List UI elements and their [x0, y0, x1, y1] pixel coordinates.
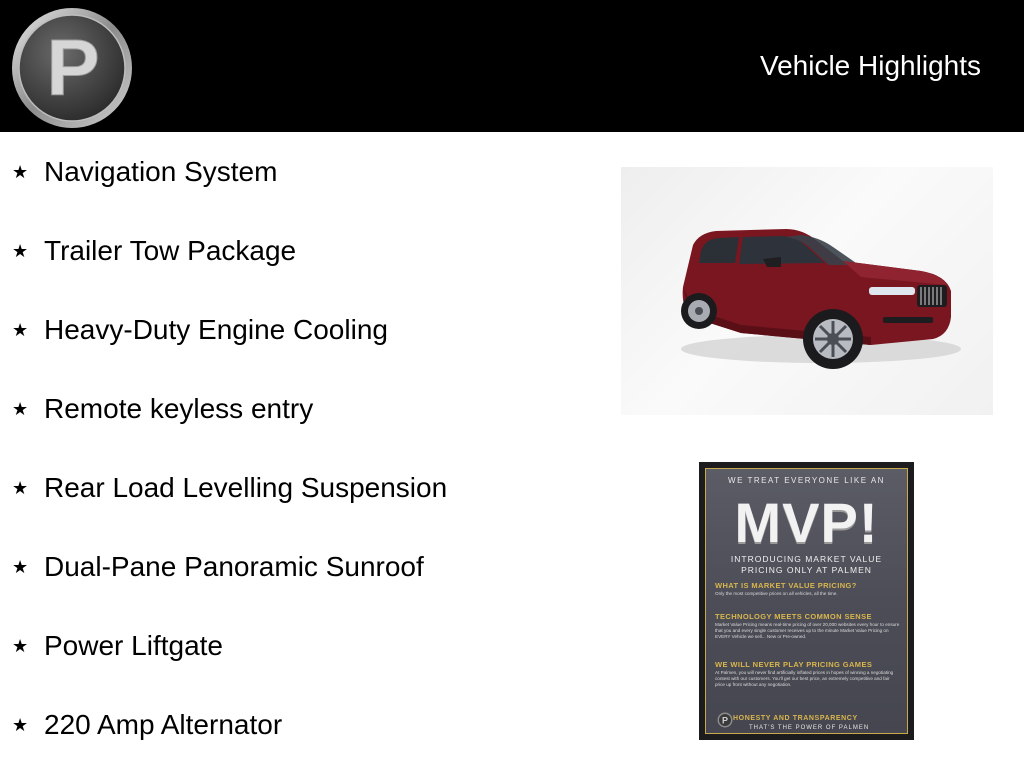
flyer-q3-heading: WE WILL NEVER PLAY PRICING GAMES	[715, 660, 873, 669]
list-item	[12, 389, 313, 429]
feature-label: Remote keyless entry	[44, 393, 314, 424]
palmen-mini-logo-icon	[717, 712, 733, 728]
flyer-q2-heading: TECHNOLOGY MEETS COMMON SENSE	[715, 612, 872, 621]
feature-label: Trailer Tow Package	[44, 235, 297, 266]
p-logo-icon	[10, 6, 134, 130]
logo-letter: P	[46, 23, 100, 112]
flyer-q1-heading: WHAT IS MARKET VALUE PRICING?	[715, 581, 857, 590]
feature-label: Navigation System	[44, 156, 278, 187]
feature-label: Heavy-Duty Engine Cooling	[44, 314, 388, 345]
mvp-flyer	[699, 462, 914, 740]
page-title: Vehicle Highlights	[759, 50, 981, 81]
list-item	[12, 626, 223, 666]
flyer-q3-body: At Palmen, you will never find artificially inflated prices in hopes of winning a negotiating contest with our customers. You'll get our best price, an extremely competitive and fair price up front without any negotiation.	[715, 670, 894, 687]
flyer-panel	[705, 468, 908, 734]
star-icon: ★	[12, 556, 29, 577]
feature-label: Dual-Pane Panoramic Sunroof	[44, 551, 424, 582]
flyer-footer-heading: HONESTY AND TRANSPARENCY	[733, 715, 858, 722]
flyer-intro-1: INTRODUCING MARKET VALUE	[730, 554, 883, 564]
star-icon: ★	[12, 240, 29, 261]
vehicle-photo	[621, 167, 993, 415]
list-item	[12, 231, 296, 271]
suv-illustration	[621, 167, 993, 415]
flyer-top-line: WE TREAT EVERYONE LIKE AN	[728, 476, 885, 485]
flyer-intro-2: PRICING ONLY AT PALMEN	[741, 565, 872, 575]
feature-label: 220 Amp Alternator	[44, 709, 283, 740]
star-icon: ★	[12, 319, 29, 340]
list-item	[12, 547, 424, 587]
star-icon: ★	[12, 477, 29, 498]
flyer-footer-tagline: THAT'S THE POWER OF PALMEN	[749, 725, 870, 731]
svg-text:P: P	[721, 715, 729, 726]
list-item	[12, 310, 388, 350]
flyer-q1-body: Only the most competitive prices on all vehicles, all the time.	[715, 591, 838, 596]
list-item	[12, 152, 277, 192]
header-bar	[0, 0, 1024, 132]
flyer-headline: MVP!	[734, 491, 879, 554]
list-item	[12, 468, 447, 508]
list-item	[12, 705, 282, 745]
star-icon: ★	[12, 161, 29, 182]
star-icon: ★	[12, 635, 29, 656]
star-icon: ★	[12, 398, 29, 419]
flyer-q2-body: Market Value Pricing means real-time pricing of over 20,000 websites every hour to ensure that you and every single customer receives up to the minute Market Value Pricing on EVERY Vehicle we sell... New or Pre-owned.	[715, 622, 900, 639]
star-icon: ★	[12, 714, 29, 735]
feature-label: Power Liftgate	[44, 630, 223, 661]
feature-label: Rear Load Levelling Suspension	[44, 472, 448, 503]
